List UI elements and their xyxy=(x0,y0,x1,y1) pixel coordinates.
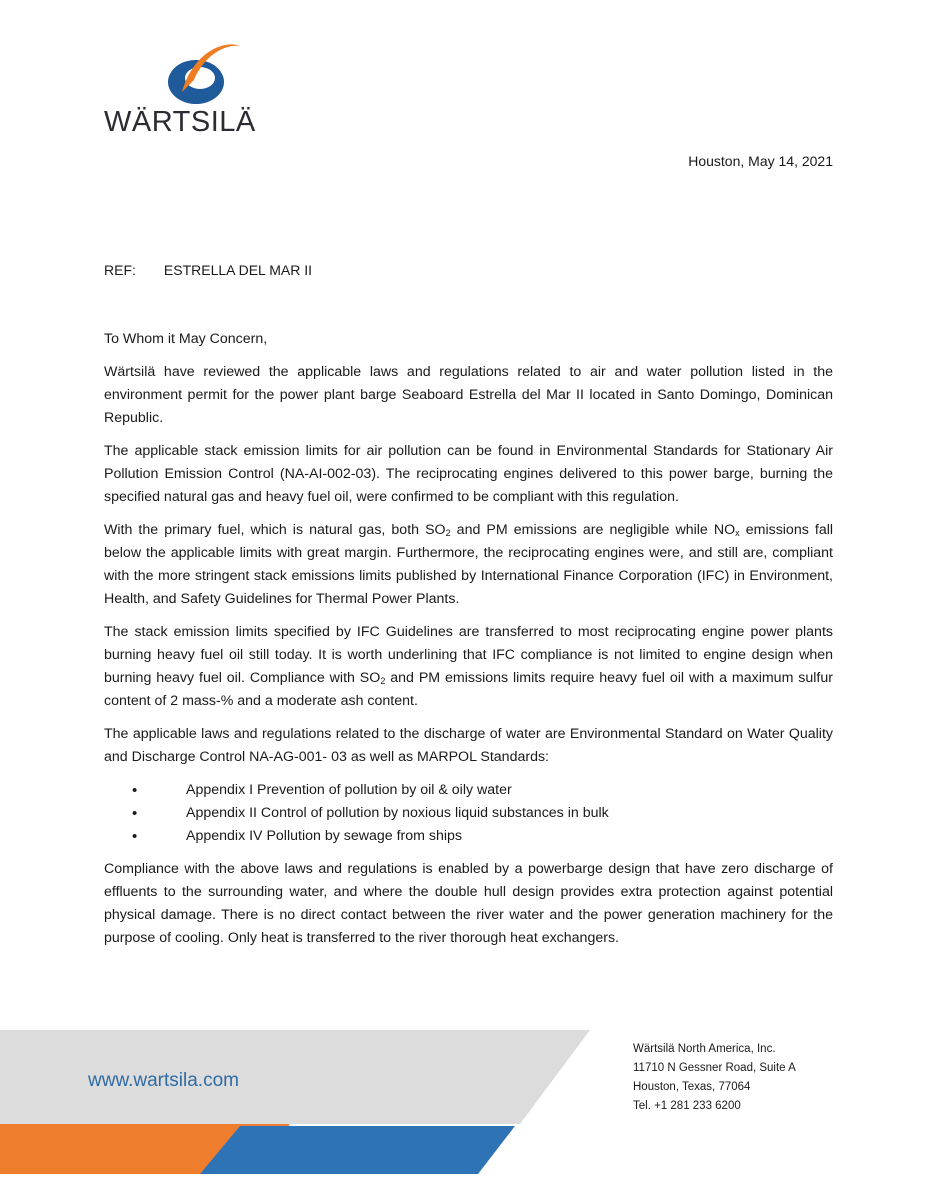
list-item: • Appendix II Control of pollution by noxious liquid substances in bulk xyxy=(104,802,833,825)
address-line: Wärtsilä North America, Inc. xyxy=(633,1043,776,1055)
footer xyxy=(0,1030,943,1200)
paragraph-6: Compliance with the above laws and regulations is enabled by a powerbarge design that have zero discharge of effluents to the surrounding water, and where the double hull design provides extra protection against potential physical damage. There is no direct contact between the river water and the power generation machinery for the purpose of cooling. Only heat is transferred to the river thorough heat exchangers. xyxy=(104,861,833,946)
paragraph-5: The applicable laws and regulations related to the discharge of water are Environmental Standard on Water Quality and Discharge Control NA-AG-001- 03 as well as MARPOL Standards: xyxy=(104,726,833,765)
list-item: • Appendix I Prevention of pollution by oil & oily water xyxy=(104,779,833,802)
reference-value: ESTRELLA DEL MAR II xyxy=(163,262,312,278)
paragraph-2: The applicable stack emission limits for air pollution can be found in Environmental Standards for Stationary Air Pollution Emission Control (NA-AI-002-03). The reciprocating engines delivered to this power barge, burning the specified natural gas and heavy fuel oil, were confirmed to be compliant with this regulation. xyxy=(104,443,833,505)
address-line: Houston, Texas, 77064 xyxy=(633,1081,751,1093)
list-item: • Appendix IV Pollution by sewage from ships xyxy=(104,825,833,848)
wartsila-swoosh-icon xyxy=(164,40,244,110)
salutation: To Whom it May Concern, xyxy=(104,331,268,347)
letter-body xyxy=(104,328,833,960)
phone-number: Tel. +1 281 233 6200 xyxy=(633,1100,741,1112)
paragraph-4 xyxy=(104,621,833,713)
paragraph-4-part-b: and PM emissions limits require heavy fuel oil with a maximum sulfur content of 2 mass-% and a moderate ash content. xyxy=(104,670,833,709)
footer-band-graphic xyxy=(0,1030,943,1200)
so2-subscript: 2 xyxy=(380,676,386,686)
paragraph-3 xyxy=(104,519,833,611)
paragraph-3-part-b: and PM emissions are negligible while NO xyxy=(450,522,736,538)
paragraph-1: Wärtsilä have reviewed the applicable laws and regulations related to air and water pollution listed in the environment permit for the power plant barge Seaboard Estrella del Mar II located in Santo Domingo, Dominican Republic. xyxy=(104,364,833,426)
company-address xyxy=(633,1040,796,1116)
paragraph-4-part-a: The stack emission limits specified by IFC Guidelines are transferred to most reciprocating engine power plants burning heavy fuel oil still today. It is worth underlining that IFC compliance is not limited to engine design when burning heavy fuel oil. Compliance with SO xyxy=(104,624,833,686)
paragraph-3-part-c: emissions fall below the applicable limits with great margin. Furthermore, the reciprocating engines were, and still are, compliant with the more stringent stack emissions limits published by International Finance Corporation (IFC) in Environment, Health, and Safety Guidelines for Thermal Power Plants. xyxy=(104,522,834,607)
reference-label: REF: xyxy=(104,262,136,278)
so2-subscript: 2 xyxy=(445,528,451,538)
company-logo xyxy=(104,40,254,140)
address-line: 11710 N Gessner Road, Suite A xyxy=(633,1062,796,1074)
reference-line xyxy=(104,262,312,278)
nox-subscript: x xyxy=(735,528,740,538)
paragraph-3-part-a: With the primary fuel, which is natural gas, both SO xyxy=(104,522,446,538)
logo-wordmark: WÄRTSILÄ xyxy=(104,106,256,138)
marpol-list xyxy=(104,779,833,848)
website-link[interactable]: www.wartsila.com xyxy=(88,1070,239,1091)
letter-date: Houston, May 14, 2021 xyxy=(688,153,833,169)
